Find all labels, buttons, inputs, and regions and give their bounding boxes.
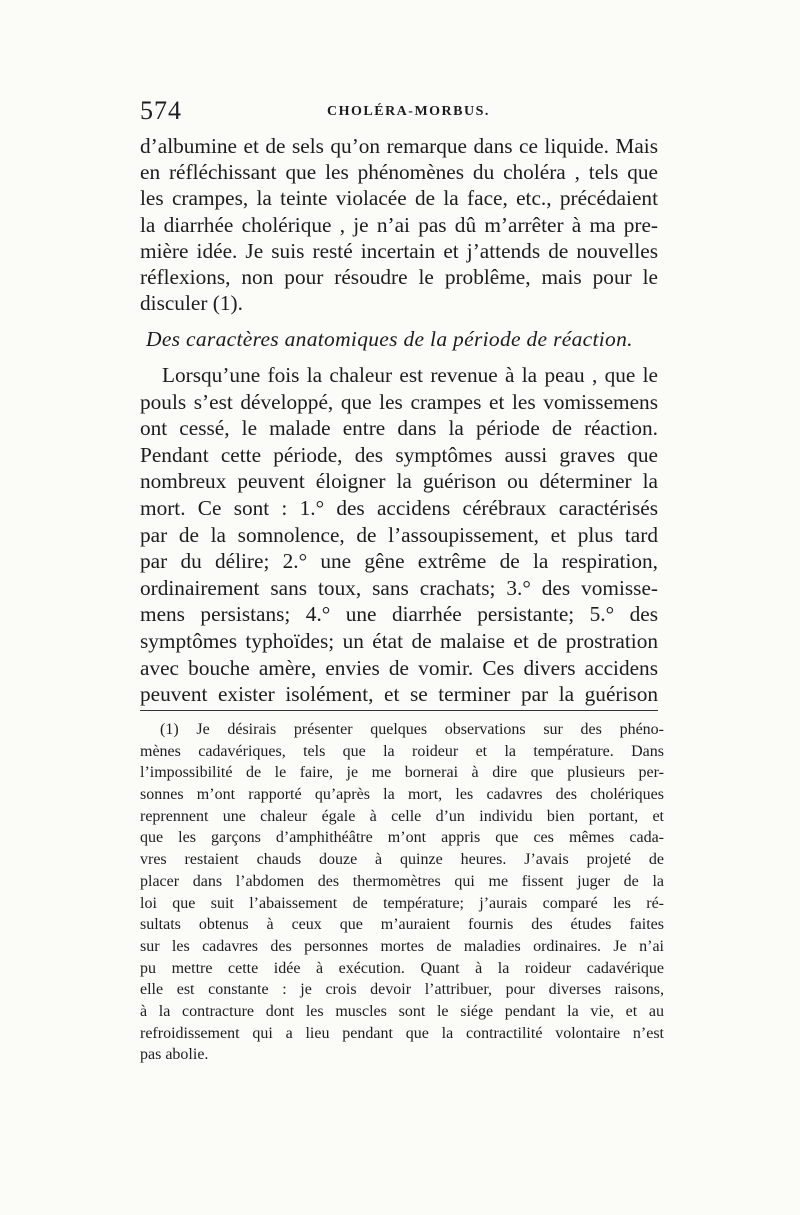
text-line: symptômes typhoïdes; un état de malaise et de prostration xyxy=(140,628,658,653)
footnote-line: (1) Je désirais présenter quelques observations sur des phéno- xyxy=(160,721,664,738)
text-line: mort. Ce sont : 1.° des accidens cérébraux caractérisés xyxy=(140,495,658,520)
text-line: par du délire; 2.° une gêne extrême de la respiration, xyxy=(140,549,658,574)
footnote-line: sultats obtenus à ceux que m’auraient fournis des études faites xyxy=(140,916,664,934)
text-line: disculer (1). xyxy=(140,291,243,316)
text-line: la diarrhée cholérique , je n’ai pas dû m’arrêter à ma pre- xyxy=(140,212,658,237)
text-line: ordinairement sans toux, sans crachats; 3.° des vomisse- xyxy=(140,575,658,600)
footnote-line: sur les cadavres des personnes mortes de maladies ordinaires. Je n’ai xyxy=(140,937,664,955)
text-line: par de la somnolence, de l’assoupissement, et plus tard xyxy=(140,522,658,547)
text-line: Lorsqu’une fois la chaleur est revenue à la peau , que le xyxy=(162,363,658,387)
text-line: pouls s’est développé, que les crampes et les vomissemens xyxy=(140,389,658,414)
footnote-line: pu mettre cette idée à exécution. Quant à la roideur cadavérique xyxy=(140,959,664,977)
footnote-line: vres restaient chauds douze à quinze heures. J’avais projeté de xyxy=(140,851,664,869)
footnote-line: mènes cadavériques, tels que la roideur et la température. Dans xyxy=(140,742,664,760)
text-line: les crampes, la teinte violacée de la face, etc., précédaient xyxy=(140,186,658,211)
text-line: avec bouche amère, envies de vomir. Ces divers accidens xyxy=(140,655,658,680)
text-line: ont cessé, le malade entre dans la période de réaction. xyxy=(140,416,658,441)
text-line: mens persistans; 4.° une diarrhée persistante; 5.° des xyxy=(140,602,658,627)
running-head: CHOLÉRA-MORBUS. xyxy=(327,104,490,119)
text-line: nombreux peuvent éloigner la guérison ou déterminer la xyxy=(140,469,658,494)
footnote-line: elle est constante : je crois devoir l’attribuer, pour diverses raisons, xyxy=(140,981,664,999)
page-header xyxy=(140,96,660,132)
text-line: peuvent exister isolément, et se terminer par la guérison xyxy=(140,682,658,707)
footnote-line: pas abolie. xyxy=(140,1046,209,1064)
footnote-line: refroidissement qui a lieu pendant que la contractilité volontaire n’est xyxy=(140,1024,664,1042)
paragraph-continued xyxy=(140,133,658,316)
text-line: mière idée. Je suis resté incertain et j’attends de nouvelles xyxy=(140,238,658,263)
footnote-line: loi que suit l’abaissement de température; j’aurais comparé les ré- xyxy=(140,894,664,912)
footnote-line: à la contracture dont les muscles sont le siége pendant la vie, et au xyxy=(140,1002,664,1020)
footnote-line: sonnes m’ont rapporté qu’après la mort, les cadavres des cholériques xyxy=(140,786,664,804)
footnote xyxy=(140,719,664,1066)
section-heading: Des caractères anatomiques de la période de réaction. xyxy=(146,327,633,351)
footnote-line: reprennent une chaleur égale à celle d’un individu bien portant, et xyxy=(140,807,664,825)
footnote-line: que les garçons d’amphithéâtre m’ont appris que ces mêmes cada- xyxy=(140,829,664,847)
text-line: en réfléchissant que les phénomènes du choléra , tels que xyxy=(140,160,658,185)
paragraph-reaction xyxy=(140,362,658,708)
footnote-line: placer dans l’abdomen des thermomètres qui me fissent juger de la xyxy=(140,872,664,890)
text-line: d’albumine et de sels qu’on remarque dans ce liquide. Mais xyxy=(140,134,658,158)
text-line: Pendant cette période, des symptômes aussi graves que xyxy=(140,442,658,467)
page-number: 574 xyxy=(140,96,182,125)
text-line: réflexions, non pour résoudre le problême, mais pour le xyxy=(140,264,658,289)
footnote-divider xyxy=(140,710,658,711)
footnote-line: l’impossibilité de le faire, je me bornerai à dire que plusieurs per- xyxy=(140,764,664,782)
